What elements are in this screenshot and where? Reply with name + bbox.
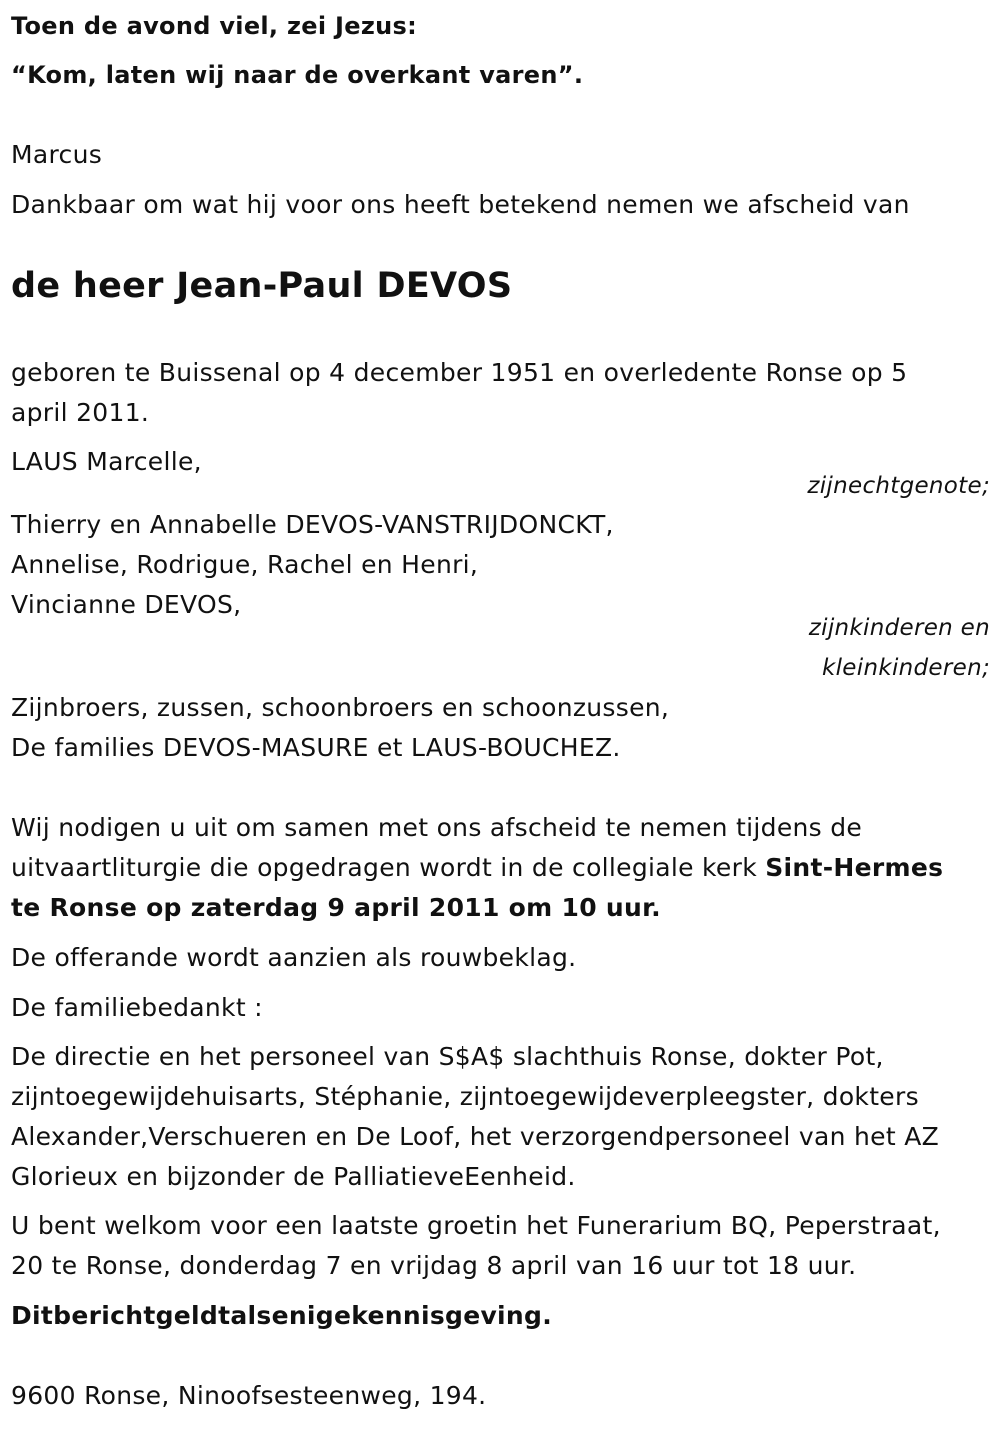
visitation-line-1: U bent welkom voor een laatste groetin het Funerarium BQ, Peperstraat, — [11, 1211, 941, 1240]
quote-source: Marcus — [11, 140, 103, 169]
relatives-line-2: De families DEVOS-MASURE et LAUS-BOUCHEZ. — [11, 733, 621, 762]
children-line-1: Thierry en Annabelle DEVOS-VANSTRIJDONCKT, — [11, 510, 614, 539]
invitation-line-3: te Ronse op zaterdag 9 april 2011 om 10 uur. — [11, 893, 661, 922]
address-text: 9600 Ronse, Ninoofsesteenweg, 194. — [11, 1381, 487, 1410]
birth-line-2: april 2011. — [11, 398, 150, 427]
spouse-name: LAUS Marcelle, — [11, 447, 202, 476]
relatives-line-1: Zijnbroers, zussen, schoonbroers en schoonzussen, — [11, 693, 670, 722]
deceased-name: de heer Jean-Paul DEVOS — [11, 266, 513, 306]
children-line-2: Annelise, Rodrigue, Rachel en Henri, — [11, 550, 479, 579]
birth-line-1: geboren te Buissenal op 4 december 1951 en overledente Ronse op 5 — [11, 358, 908, 387]
children-relation-line-1: zijnkinderen en — [808, 615, 990, 641]
intro-text: Dankbaar om wat hij voor ons heeft betekend nemen we afscheid van — [11, 190, 910, 219]
thanks-line-1: De directie en het personeel van S$A$ slachthuis Ronse, dokter Pot, — [11, 1042, 884, 1071]
visitation-line-2: 20 te Ronse, donderdag 7 en vrijdag 8 april van 16 uur tot 18 uur. — [11, 1251, 857, 1280]
invitation-line-2 — [11, 848, 943, 888]
children-relation-line-2: kleinkinderen; — [822, 655, 990, 681]
quote-line-1: Toen de avond viel, zei Jezus: — [11, 12, 417, 40]
thanks-heading: De familiebedankt : — [11, 993, 263, 1022]
offering-text: De offerande wordt aanzien als rouwbeklag. — [11, 943, 577, 972]
notice-text: Ditberichtgeldtalsenigekennisgeving. — [11, 1301, 553, 1330]
children-line-3: Vincianne DEVOS, — [11, 590, 242, 619]
invitation-line-1: Wij nodigen u uit om samen met ons afscheid te nemen tijdens de — [11, 813, 863, 842]
thanks-line-3: Alexander,Verschueren en De Loof, het verzorgendpersoneel van het AZ — [11, 1122, 940, 1151]
spouse-relation: zijnechtgenote; — [807, 473, 990, 499]
invitation-line-2-normal: uitvaartliturgie die opgedragen wordt in de collegiale kerk — [11, 853, 766, 882]
thanks-line-4: Glorieux en bijzonder de PalliatieveEenheid. — [11, 1162, 576, 1191]
invitation-church: Sint-Hermes — [765, 853, 944, 882]
quote-line-2: “Kom, laten wij naar de overkant varen”. — [11, 61, 584, 89]
thanks-line-2: zijntoegewijdehuisarts, Stéphanie, zijntoegewijdeverpleegster, dokters — [11, 1082, 919, 1111]
